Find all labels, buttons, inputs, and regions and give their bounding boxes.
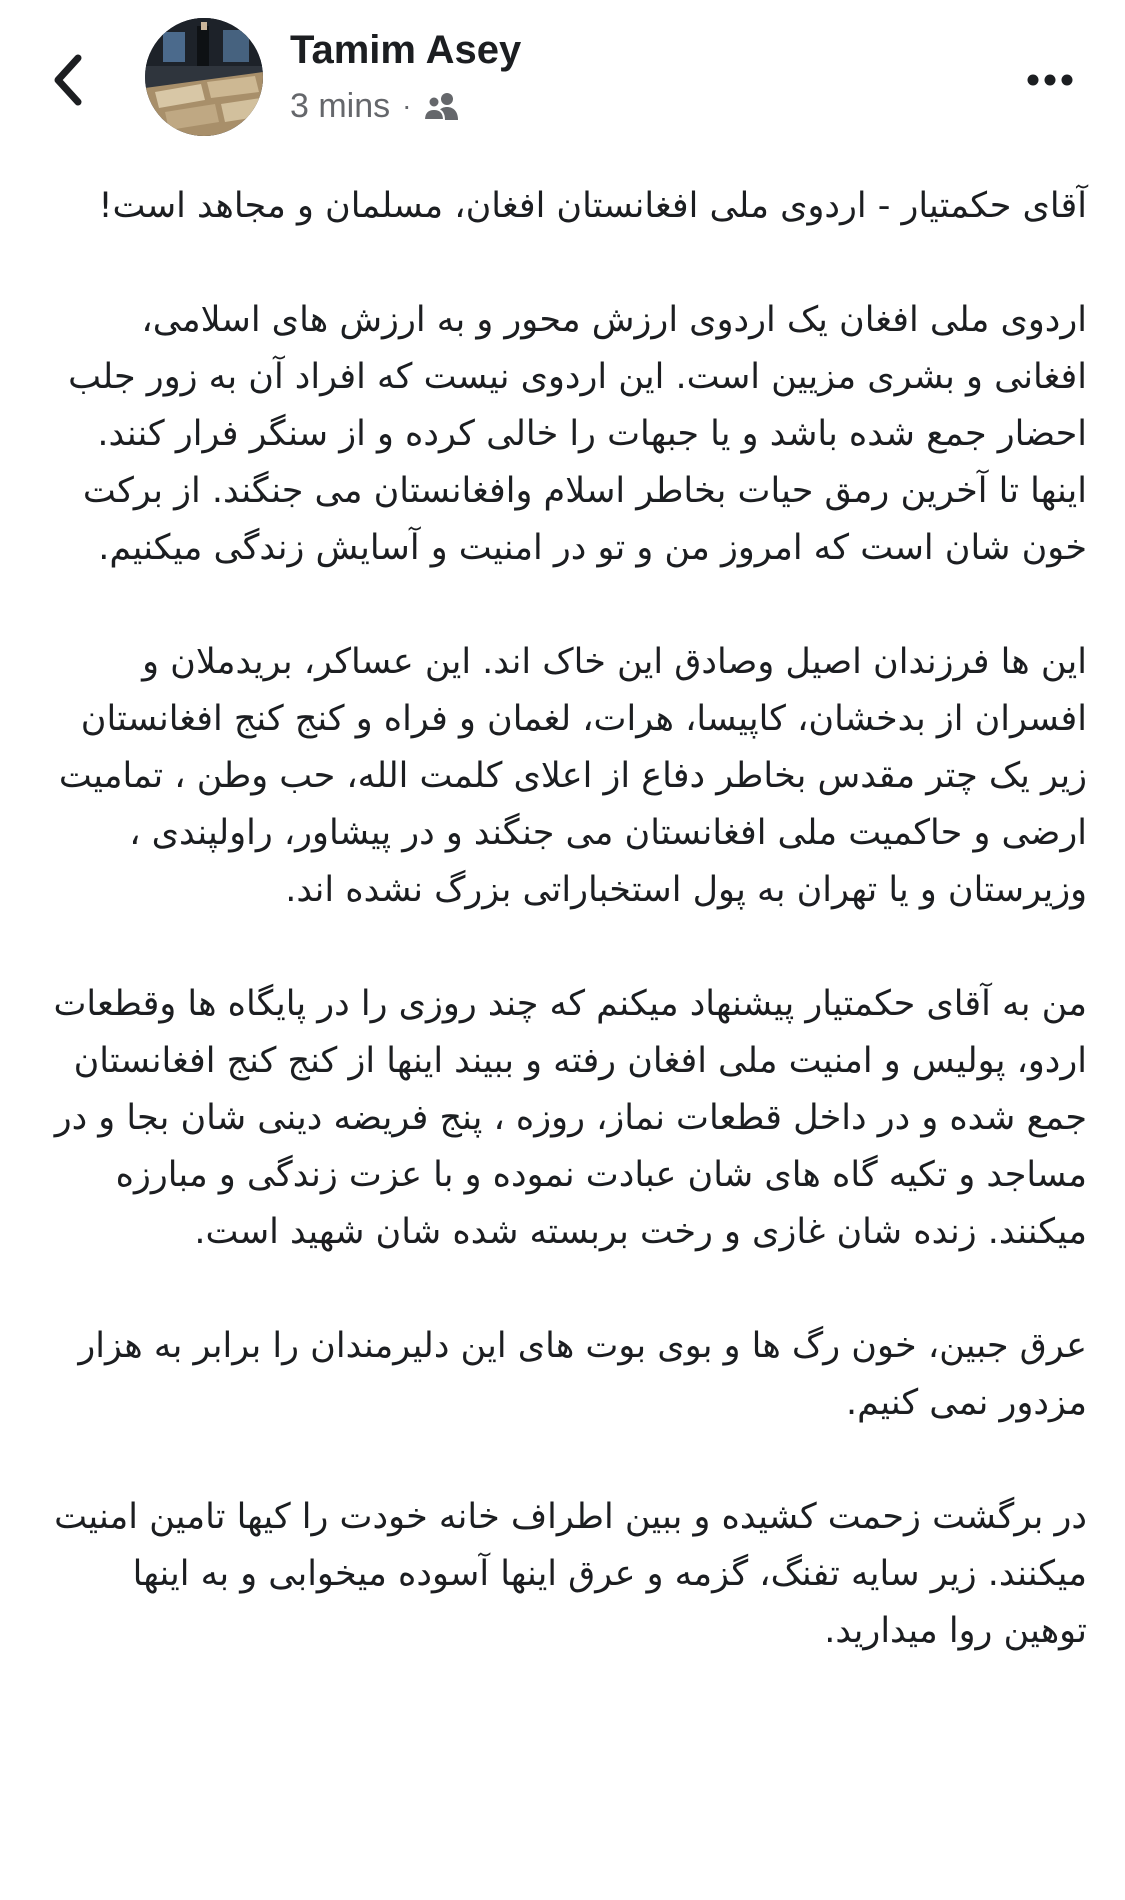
avatar-photo <box>145 18 263 136</box>
author-name[interactable]: Tamim Asey <box>290 28 522 72</box>
post-paragraph: من به آقای حکمتیار پیشنهاد میکنم که چند روزی را در پایگاه ها وقطعات اردو، پولیس و امنیت ملی افغان رفته و ببیند اینها از کنج کنج افغانستان جمع شده و در داخل قطعات نماز، روزه ، پنج فریضه دینی شان بجا و در مساجد و تکیه گاه های شان عبادت نموده و با عزت زندگی و مبارزه میکنند. زنده شان غازی و رخت بربسته شده شان شهید است. <box>53 984 1087 1252</box>
post-paragraph: آقای حکمتیار - اردوی ملی افغانستان افغان، مسلمان و مجاهد است! <box>98 186 1087 226</box>
back-button[interactable] <box>36 40 100 120</box>
chevron-left-icon <box>48 52 88 108</box>
post-paragraph: عرق جبین، خون رگ ها و بوی بوت های این دلیرمندان را برابر به هزار مزدور نمی کنیم. <box>78 1326 1087 1423</box>
post-text <box>40 178 1087 1660</box>
more-horizontal-icon <box>1027 74 1073 86</box>
post-paragraph: در برگشت زحمت کشیده و ببین اطراف خانه خودت را کیها تامین امنیت میکنند. زیر سایه تفنگ، گزمه و عرق اینها آسوده میخوابی و به اینها توهین روا میدارید. <box>54 1497 1087 1651</box>
friends-icon[interactable] <box>423 91 459 121</box>
post-meta <box>290 84 459 128</box>
post-paragraph: اردوی ملی افغان یک اردوی ارزش محور و به ارزش های اسلامی، افغانی و بشری مزیین است. این اردوی نیست که افراد آن به زور جلب احضار جمع شده باشد و یا جبهات را خالی کرده و از سنگر فرار کنند. اینها تا آخرین رمق حیات بخاطر اسلام وافغانستان می جنگند. از برکت خون شان است که امروز من و تو در امنیت و آسایش زندگی میکنیم. <box>68 300 1087 568</box>
avatar[interactable] <box>145 18 263 136</box>
meta-separator: · <box>402 90 412 121</box>
post-timestamp[interactable]: 3 mins <box>290 86 391 125</box>
post-paragraph: این ها فرزندان اصیل وصادق این خاک اند. این عساکر، بریدملان و افسران از بدخشان، کاپیسا، هرات، لغمان و فراه و کنج کنج افغانستان زیر یک چتر مقدس بخاطر دفاع از اعلای کلمت الله، حب وطن ، تمامیت ارضی و حاکمیت ملی افغانستان می جنگند و در پیشاور، راولپندی ، وزیرستان و یا تهران به پول استخباراتی بزرگ نشده اند. <box>58 642 1087 910</box>
post-header <box>0 0 1125 150</box>
more-options-button[interactable] <box>1015 58 1085 102</box>
